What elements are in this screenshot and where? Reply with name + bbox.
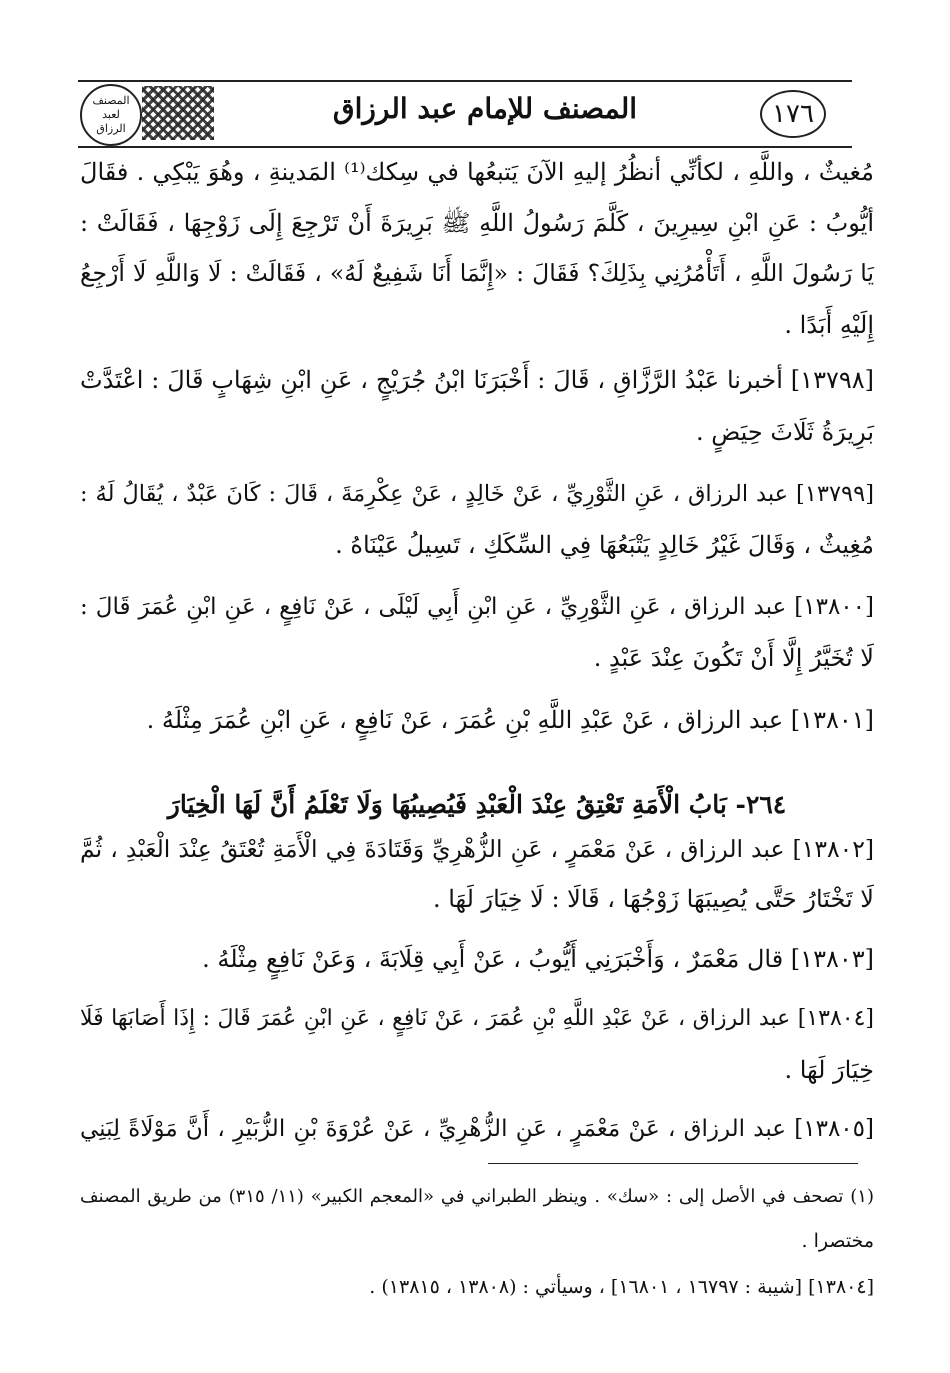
text-line: إِلَيْهِ أَبَدًا .	[784, 311, 874, 339]
hadith-13800: [١٣٨٠٠] عبد الرزاق ، عَنِ الثَّوْرِيِّ ، عَنِ ابْنِ أَبِي لَيْلَى ، عَنْ نَافِعٍ ، عَنِ ابْنِ عُمَرَ قَالَ :	[80, 594, 874, 620]
footnote-1: (١) تصحف في الأصل إلى : «سك» . وينظر الطبراني في «المعجم الكبير» (١١/ ٣١٥) من طريق المصنف	[80, 1186, 874, 1207]
page-number: ١٧٦	[760, 90, 826, 138]
hadith-13803: [١٣٨٠٣] قال مَعْمَرٌ ، وَأَخْبَرَنِي أَيُّوبُ ، عَنْ أَبِي قِلَابَةَ ، وَعَنْ نَافِعٍ مِثْلَهُ .	[202, 945, 874, 973]
footnote-divider	[488, 1163, 858, 1164]
hadith-13799: [١٣٧٩٩] عبد الرزاق ، عَنِ الثَّوْرِيِّ ، عَنْ خَالِدٍ ، عَنْ عِكْرِمَةَ ، قَالَ : كَانَ عَبْدٌ ، يُقَالُ لَهُ :	[80, 481, 874, 507]
text-line: مُغِيثٌ ، وَقَالَ غَيْرُ خَالِدٍ يَتْبَعُهَا فِي السِّكَكِ ، تَسِيلُ عَيْنَاهُ .	[335, 531, 874, 559]
hadith-13805: [١٣٨٠٥] عبد الرزاق ، عَنْ مَعْمَرٍ ، عَنِ الزُّهْرِيِّ ، عَنْ عُرْوَةَ بْنِ الزُّبَيْرِ ، أَنَّ مَوْلَاةً لِبَنِي	[80, 1116, 874, 1142]
hadith-13798: [١٣٧٩٨] أخبرنا عَبْدُ الرَّزَّاقِ ، قَالَ : أَخْبَرَنَا ابْنُ جُرَيْجٍ ، عَنِ ابْنِ شِهَابٍ قَالَ : اعْتَدَّتْ	[80, 366, 874, 394]
text-line: خِيَارَ لَهَا .	[784, 1056, 874, 1084]
seal-logo-icon: المصنف لعبد الرزاق	[80, 84, 142, 146]
text-line: مُغيثٌ ، واللَّهِ ، لكأنِّي أنظُرُ إليهِ الآنَ يَتبعُها في سِكك⁽¹⁾ المَدينةِ ، وهُوَ يَبْكِي . فقَالَ	[80, 158, 874, 186]
running-title: المصنف للإمام عبد الرزاق	[332, 92, 638, 125]
ornament-left-icon	[142, 86, 214, 140]
text-line: أيُّوبُ : عَنِ ابْنِ سِيرِينَ ، كَلَّمَ رَسُولُ اللَّهِ ﷺ بَرِيرَةَ أَنْ تَرْجِعَ إِلَى زَوْجِهَا ، فَقَالَتْ :	[80, 209, 875, 237]
hadith-13801: [١٣٨٠١] عبد الرزاق ، عَنْ عَبْدِ اللَّهِ بْنِ عُمَرَ ، عَنْ نَافِعٍ ، عَنِ ابْنِ عُمَرَ مِثْلَهُ .	[146, 706, 874, 734]
hadith-13804: [١٣٨٠٤] عبد الرزاق ، عَنْ عَبْدِ اللَّهِ بْنِ عُمَرَ ، عَنْ نَافِعٍ ، عَنِ ابْنِ عُمَرَ قَالَ : إِذَا أَصَابَهَا فَلَا	[80, 1006, 874, 1031]
footnote-1-cont: مختصرا .	[801, 1230, 874, 1252]
text-line: لَا تَخْتَارُ حَتَّى يُصِيبَهَا زَوْجُهَا ، قَالَا : لَا خِيَارَ لَهَا .	[432, 885, 874, 913]
text-line: بَرِيرَةُ ثَلَاثَ حِيَضٍ .	[695, 418, 874, 446]
hadith-13802: [١٣٨٠٢] عبد الرزاق ، عَنْ مَعْمَرٍ ، عَنِ الزُّهْرِيِّ وَقَتَادَةَ فِي الْأَمَةِ تُعْتَقُ عِنْدَ الْعَبْدِ ، ثُمَّ	[80, 835, 874, 863]
chapter-heading: ٢٦٤- بَابُ الْأَمَةِ تَعْتِقُ عِنْدَ الْعَبْدِ فَيُصِيبُهَا وَلَا تَعْلَمُ أَنَّ لَهَا الْخِيَارَ	[167, 790, 787, 819]
text-line: لَا تُخَيَّرُ إِلَّا أَنْ تَكُونَ عِنْدَ عَبْدٍ .	[593, 644, 874, 672]
text-line: يَا رَسُولَ اللَّهِ ، أَتَأْمُرُنِي بِذَلِكَ؟ فَقَالَ : «إِنَّمَا أَنَا شَفِيعٌ لَهُ» ، فَقَالَتْ : لَا وَاللَّهِ لَا أَرْجِعُ	[80, 259, 874, 287]
page-header	[78, 80, 852, 148]
footnote-2: [١٣٨٠٤] [شيبة : ١٦٧٩٧ ، ١٦٨٠١] ، وسيأتي : (١٣٨٠٨ ، ١٣٨١٥) .	[369, 1276, 874, 1298]
